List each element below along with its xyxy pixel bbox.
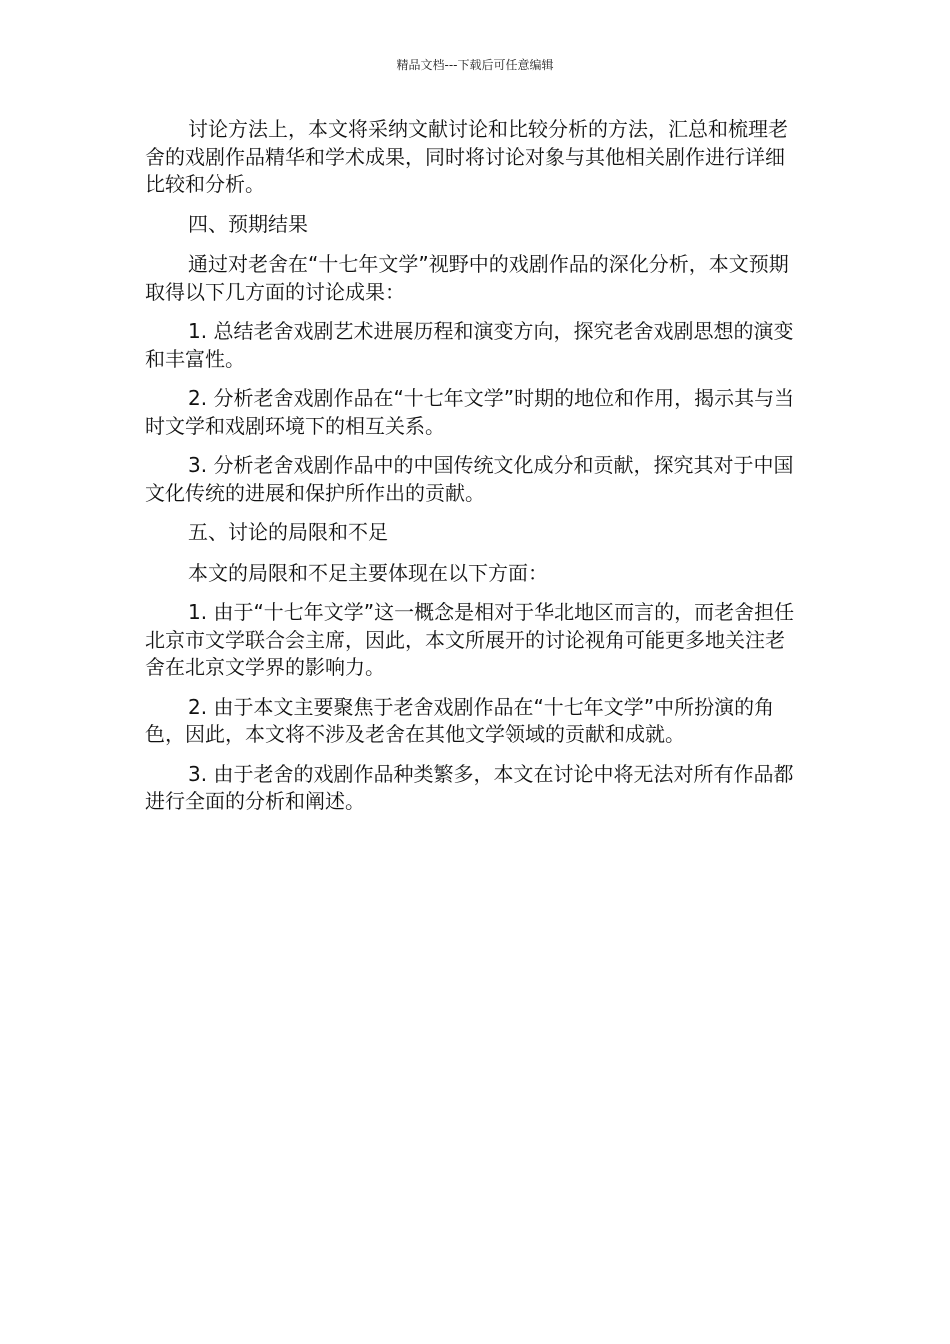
list-item-expected-1: 1. 总结老舍戏剧艺术进展历程和演变方向，探究老舍戏剧思想的演变和丰富性。 xyxy=(145,319,794,371)
list-item-expected-2: 2. 分析老舍戏剧作品在“十七年文学”时期的地位和作用，揭示其与当时文学和戏剧环境下的相互关系。 xyxy=(145,386,795,438)
section-heading-limitations: 五、讨论的局限和不足 xyxy=(188,520,388,544)
list-item-limitation-1: 1. 由于“十七年文学”这一概念是相对于华北地区而言的，而老舍担任北京市文学联合会主席，因此，本文所展开的讨论视角可能更多地关注老舍在北京文学界的影响力。 xyxy=(145,600,795,679)
section-heading-expected-results: 四、预期结果 xyxy=(188,211,308,236)
paragraph-limitations-intro: 本文的局限和不足主要体现在以下方面： xyxy=(188,560,548,585)
document-body xyxy=(145,116,800,828)
list-item-limitation-2: 2. 由于本文主要聚焦于老舍戏剧作品在“十七年文学”中所扮演的角色，因此，本文将不涉及老舍在其他文学领域的贡献和成就。 xyxy=(145,694,775,746)
paragraph-expected-intro: 通过对老舍在“十七年文学”视野中的戏剧作品的深化分析，本文预期取得以下几方面的讨论成果： xyxy=(145,252,789,304)
list-item-limitation-3: 3. 由于老舍的戏剧作品种类繁多，本文在讨论中将无法对所有作品都进行全面的分析和阐述。 xyxy=(145,761,794,813)
paragraph-research-method: 讨论方法上，本文将采纳文献讨论和比较分析的方法，汇总和梳理老舍的戏剧作品精华和学术成果，同时将讨论对象与其他相关剧作进行详细比较和分析。 xyxy=(145,117,788,196)
list-item-expected-3: 3. 分析老舍戏剧作品中的中国传统文化成分和贡献，探究其对于中国文化传统的进展和保护所作出的贡献。 xyxy=(145,453,794,505)
page-header: 精品文档---下载后可任意编辑 xyxy=(396,58,554,72)
